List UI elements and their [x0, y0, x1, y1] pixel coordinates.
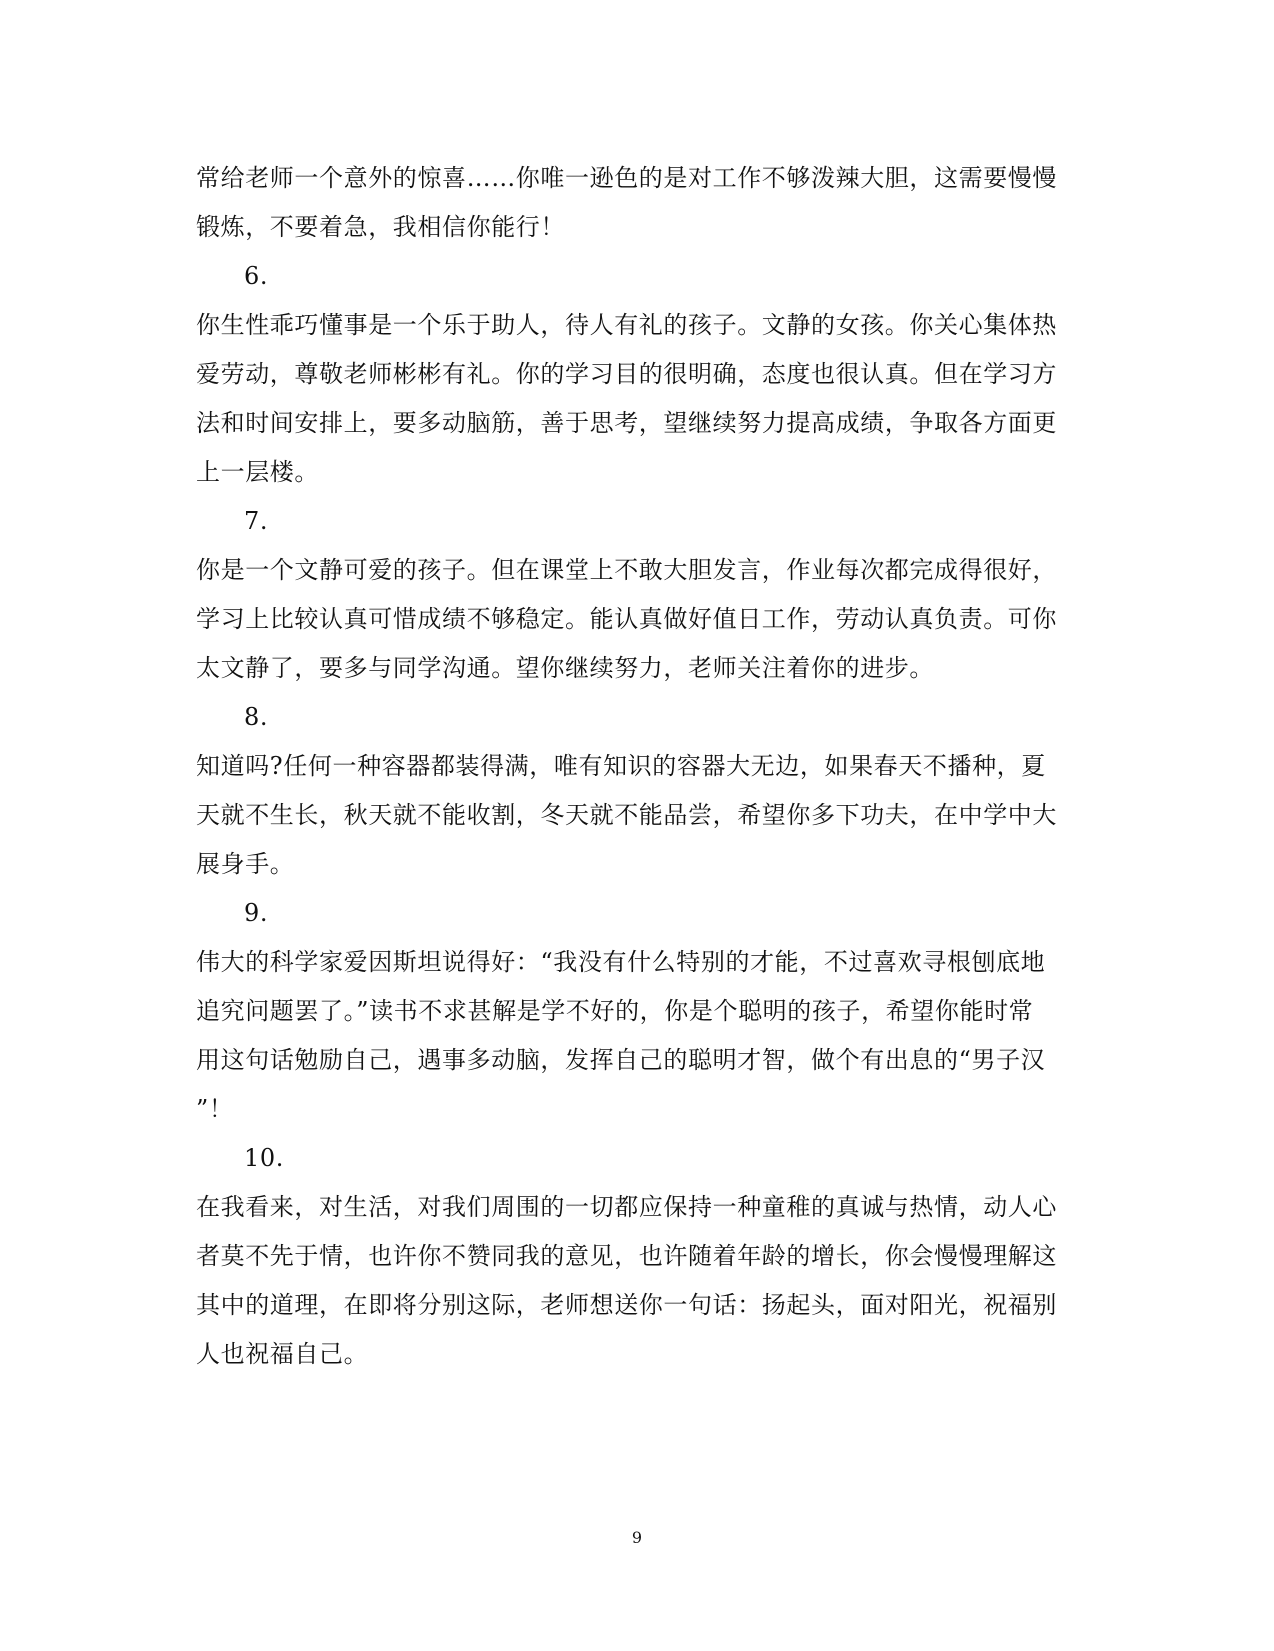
text-line: 法和时间安排上，要多动脑筋，善于思考，望继续努力提高成绩，争取各方面更	[196, 409, 1057, 437]
text-line: 上一层楼。	[196, 458, 319, 486]
comment-number: 9.	[244, 899, 269, 927]
text-line: 你是一个文静可爱的孩子。但在课堂上不敢大胆发言，作业每次都完成得很好，	[196, 556, 1057, 584]
text-line: 展身手。	[196, 850, 295, 878]
text-line: 锻炼，不要着急，我相信你能行！	[196, 213, 565, 241]
comment-number: 8.	[244, 703, 269, 731]
text-line: 人也祝福自己。	[196, 1340, 369, 1368]
text-line: 伟大的科学家爱因斯坦说得好：“我没有什么特别的才能，不过喜欢寻根刨底地	[196, 948, 1046, 976]
text-line: 者莫不先于情，也许你不赞同我的意见，也许随着年龄的增长，你会慢慢理解这	[196, 1242, 1057, 1270]
text-line: 知道吗?任何一种容器都装得满，唯有知识的容器大无边，如果春天不播种，夏	[196, 752, 1046, 780]
text-line: 天就不生长，秋天就不能收割，冬天就不能品尝，希望你多下功夫，在中学中大	[196, 801, 1057, 829]
page-number: 9	[631, 1528, 643, 1547]
text-line: 爱劳动，尊敬老师彬彬有礼。你的学习目的很明确，态度也很认真。但在学习方	[196, 360, 1057, 388]
text-line: 学习上比较认真可惜成绩不够稳定。能认真做好值日工作，劳动认真负责。可你	[196, 605, 1057, 633]
comment-number: 7.	[244, 507, 269, 535]
text-line: 用这句话勉励自己，遇事多动脑，发挥自己的聪明才智，做个有出息的“男子汉	[196, 1046, 1046, 1074]
text-line: ”！	[196, 1095, 234, 1123]
text-line: 常给老师一个意外的惊喜……你唯一逊色的是对工作不够泼辣大胆，这需要慢慢	[196, 164, 1057, 192]
text-line: 太文静了，要多与同学沟通。望你继续努力，老师关注着你的进步。	[196, 654, 934, 682]
document-body	[196, 154, 1076, 1379]
comment-number: 10.	[244, 1144, 284, 1172]
text-line: 其中的道理，在即将分别这际，老师想送你一句话：扬起头，面对阳光，祝福别	[196, 1291, 1057, 1319]
comment-number: 6.	[244, 262, 269, 290]
text-line: 追究问题罢了。”读书不求甚解是学不好的，你是个聪明的孩子，希望你能时常	[196, 997, 1034, 1025]
text-line: 在我看来，对生活，对我们周围的一切都应保持一种童稚的真诚与热情，动人心	[196, 1193, 1057, 1221]
text-line: 你生性乖巧懂事是一个乐于助人，待人有礼的孩子。文静的女孩。你关心集体热	[196, 311, 1057, 339]
